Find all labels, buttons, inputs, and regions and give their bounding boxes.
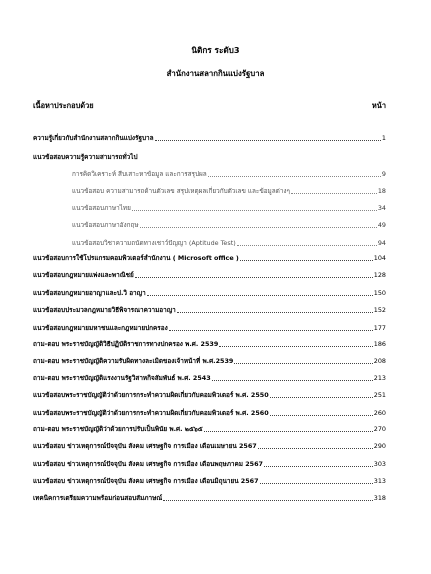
toc-entry: [72, 170, 386, 179]
toc-entry-title: แนวข้อสอบกฎหมายแพ่งและพาณิชย์: [33, 271, 134, 279]
toc-entry-page: 251: [373, 391, 386, 399]
toc-entry: [33, 289, 386, 298]
dot-leader: [270, 414, 373, 416]
toc-entry: [33, 442, 386, 451]
dot-leader: [169, 329, 373, 331]
dot-leader: [135, 276, 373, 278]
toc-entry: [33, 324, 386, 333]
toc-entry-page: 318: [373, 494, 386, 502]
toc-entry-title: แนวข้อสอบกฎหมายมหาชนและกฎหมายปกครอง: [33, 324, 168, 332]
document-title: นิติกร ระดับ3: [191, 45, 240, 55]
toc-entry-page: 177: [373, 324, 386, 332]
toc-entry: [33, 460, 386, 469]
dot-leader: [177, 311, 373, 313]
toc-entry-title: ถาม-ตอบ พระราชบัญญัติแรงงานรัฐวิสาหกิจสัมพันธ์ พ.ศ. 2543: [33, 374, 211, 382]
toc-entry: [33, 425, 386, 434]
toc-entry-page: 152: [373, 306, 386, 314]
document-subtitle: สำนักงานสลากกินแบ่งรัฐบาล: [166, 69, 265, 78]
toc-entry-page: 104: [373, 254, 386, 262]
toc-entry-title: แนวข้อสอบวิชาความถนัดทางเชาว์ปัญญา (Aptitude Test): [72, 239, 236, 247]
toc-entry-title: แนวข้อสอบความรู้ความสามารถทั่วไป: [33, 153, 138, 161]
toc-entry-page: 270: [373, 425, 386, 433]
dot-leader: [234, 362, 372, 364]
dot-leader: [204, 430, 373, 432]
toc-entry: [33, 391, 386, 400]
toc-entry: [33, 134, 386, 143]
toc-entry: [33, 494, 386, 503]
dot-leader: [140, 226, 377, 228]
toc-entry-title: ความรู้เกี่ยวกับสำนักงานสลากกินแบ่งรัฐบาล: [33, 134, 154, 142]
toc-entry-page: 1: [381, 134, 386, 142]
toc-entry: [33, 357, 386, 366]
toc-entry: [33, 374, 386, 383]
toc-entry-title: แนวข้อสอบประมวลกฎหมายวิธีพิจารณาความอาญา: [33, 306, 176, 314]
dot-leader: [264, 465, 373, 467]
toc-entry: [33, 409, 386, 418]
toc-entry-title: แนวข้อสอบพระราชบัญญัติว่าด้วยการกระทำความผิดเกี่ยวกับคอมพิวเตอร์ พ.ศ. 2550: [33, 391, 269, 399]
toc-entry-title: ถาม-ตอบ พระราชบัญญัติวิธีปฏิบัติราชการทางปกครอง พ.ศ. 2539: [33, 340, 219, 348]
contents-heading: เนื้อหาประกอบด้วย: [33, 101, 94, 110]
toc-entry-page: 34: [377, 204, 386, 212]
dot-leader: [208, 175, 381, 177]
toc-entry-title: แนวข้อสอบการใช้โปรแกรมคอมพิวเตอร์สำนักงาน ( Microsoft office ): [33, 254, 239, 262]
toc-entry-title: ถาม-ตอบ พระราชบัญญัติว่าด้วยการปรับเป็นพินัย พ.ศ. ๒๕๖๕: [33, 425, 203, 433]
toc-entry-title: แนวข้อสอบภาษาอังกฤษ: [72, 221, 139, 229]
toc-entry-page: 49: [377, 221, 386, 229]
toc-entry-title: แนวข้อสอบภาษาไทย: [72, 204, 131, 212]
toc-entry-title: แนวข้อสอบ ข่าวเหตุการณ์ปัจจุบัน สังคม เศรษฐกิจ การเมือง เดือนเมษายน 2567: [33, 442, 257, 450]
toc-entry: [33, 477, 386, 486]
toc-entry-title: เทคนิคการเตรียมความพร้อมก่อนสอบสัมภาษณ์: [33, 494, 163, 502]
toc-entry-title: แนวข้อสอบ ข่าวเหตุการณ์ปัจจุบัน สังคม เศรษฐกิจ การเมือง เดือนพฤษภาคม 2567: [33, 460, 264, 468]
dot-leader: [163, 499, 373, 501]
toc-entry-page: 150: [373, 289, 386, 297]
toc-entry-page: 94: [377, 239, 386, 247]
toc-entry-page: 9: [381, 170, 386, 178]
toc-entry-page: 18: [377, 187, 386, 195]
toc-entry: [72, 187, 386, 196]
toc-entry-title: แนวข้อสอบ ข่าวเหตุการณ์ปัจจุบัน สังคม เศรษฐกิจ การเมือง เดือนมิถุนายน 2567: [33, 477, 259, 485]
toc-entry-page: 213: [373, 374, 386, 382]
dot-leader: [147, 294, 373, 296]
page-column-heading: หน้า: [371, 101, 386, 110]
toc-entry-title: การคิดวิเคราะห์ สืบเสาะหาข้อมูล และการสรุปผล: [72, 170, 207, 178]
dot-leader: [240, 259, 373, 261]
toc-entry-title: แนวข้อสอบพระราชบัญญัติว่าด้วยการกระทำความผิดเกี่ยวกับคอมพิวเตอร์ พ.ศ. 2560: [33, 409, 269, 417]
toc-entry-page: 260: [373, 409, 386, 417]
toc-entry-page: 208: [373, 357, 386, 365]
dot-leader: [237, 244, 377, 246]
dot-leader: [132, 209, 377, 211]
toc-entry-page: 313: [373, 477, 386, 485]
dot-leader: [258, 447, 373, 449]
toc-entry-page: 303: [373, 460, 386, 468]
dot-leader: [291, 192, 377, 194]
toc-entry: [72, 239, 386, 248]
toc-entry-title: แนวข้อสอบกฎหมายอาญาและป.วิ อาญา: [33, 289, 146, 297]
toc-entry: [72, 221, 386, 230]
toc-entry: [33, 271, 386, 280]
dot-leader: [212, 379, 373, 381]
dot-leader: [219, 345, 373, 347]
toc-entry-page: 186: [373, 340, 386, 348]
dot-leader: [155, 139, 381, 141]
toc-entry: [33, 340, 386, 349]
toc-entry-page: 128: [373, 271, 386, 279]
toc-entry: [33, 306, 386, 315]
dot-leader: [260, 482, 373, 484]
toc-entry: [33, 254, 386, 263]
dot-leader: [270, 396, 373, 398]
toc-entry: [72, 204, 386, 213]
toc-entry-title: แนวข้อสอบ ความสามารถด้านตัวเลข สรุปเหตุผลเกี่ยวกับตัวเลข และข้อมูลต่างๆ: [72, 187, 290, 195]
toc-entry-page: 290: [373, 442, 386, 450]
toc-entry: [33, 153, 386, 162]
toc-entry-title: ถาม-ตอบ พระราชบัญญัติความรับผิดทางละเมิดของเจ้าหน้าที่ พ.ศ.2539: [33, 357, 234, 365]
